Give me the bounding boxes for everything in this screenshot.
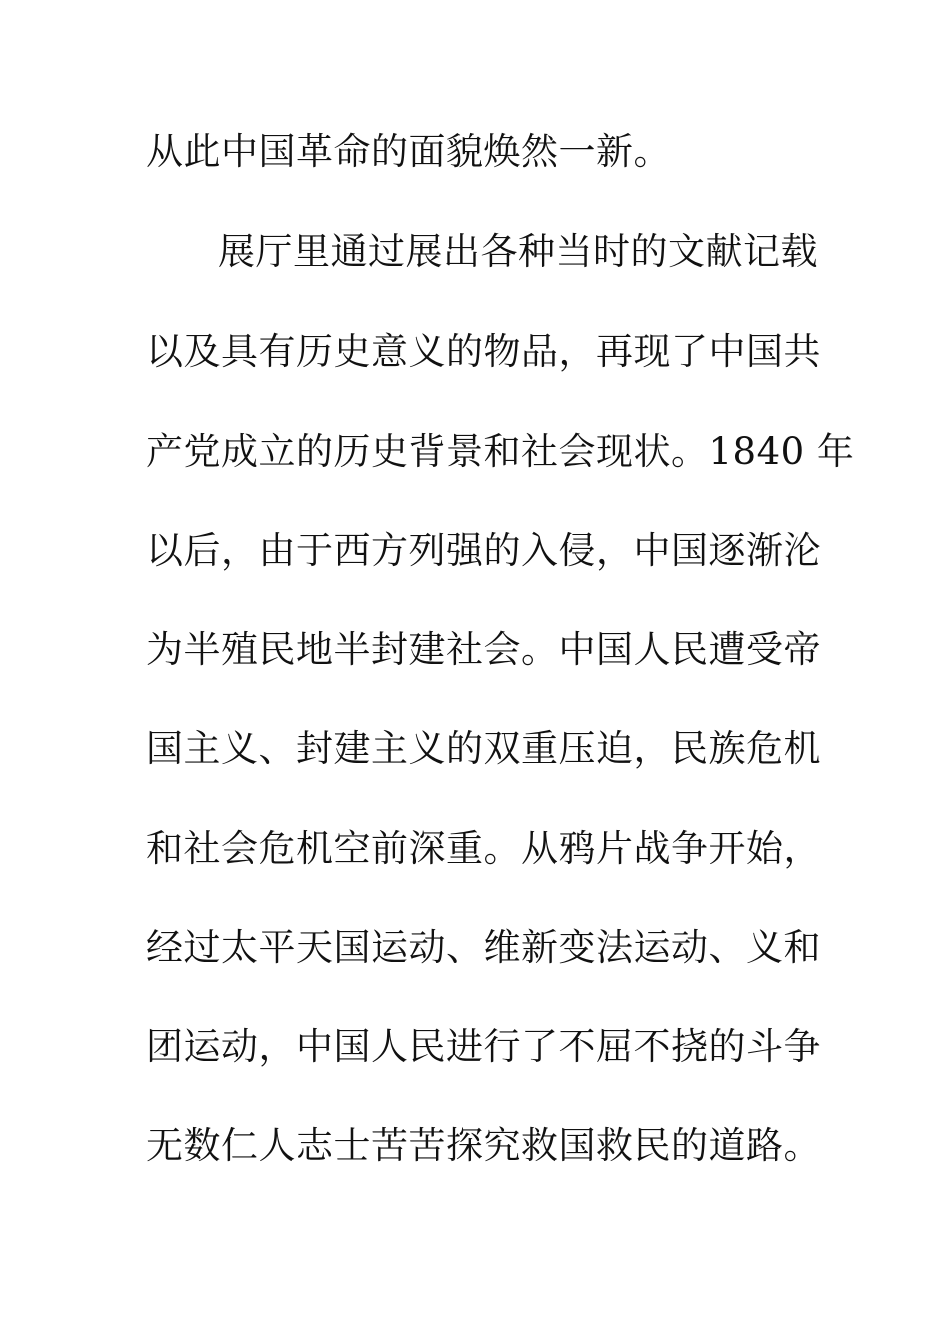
text-line-10: 团运动，中国人民进行了不屈不挠的斗争 <box>146 1025 821 1068</box>
text-line-5: 以后，由于西方列强的入侵，中国逐渐沦 <box>146 529 821 572</box>
paragraph-first-line: 展厅里通过展出各种当时的文献记载 <box>218 230 818 273</box>
text-line-7: 国主义、封建主义的双重压迫，民族危机 <box>146 727 821 770</box>
text-line-1: 从此中国革命的面貌焕然一新。 <box>146 130 671 173</box>
text-line-6: 为半殖民地半封建社会。中国人民遭受帝 <box>146 628 821 671</box>
text-line-3: 以及具有历史意义的物品，再现了中国共 <box>146 330 821 373</box>
text-line-4: 产党成立的历史背景和社会现状。1840 年 <box>146 430 855 473</box>
text-line-11: 无数仁人志士苦苦探究救国救民的道路。 <box>146 1124 821 1167</box>
text-line-8: 和社会危机空前深重。从鸦片战争开始， <box>146 827 821 870</box>
text-line-9: 经过太平天国运动、维新变法运动、义和 <box>146 926 821 969</box>
